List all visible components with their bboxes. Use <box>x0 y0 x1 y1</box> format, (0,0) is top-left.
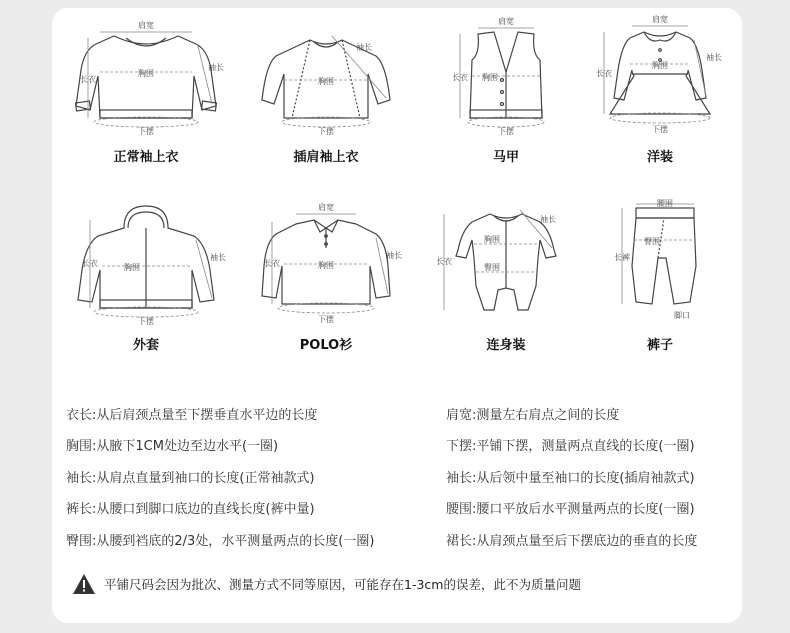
label-hip: 臀围 <box>484 263 500 272</box>
rule-item: 袖长:从肩点直量到袖口的长度(正常袖款式) <box>66 471 315 486</box>
label-chest: 胸围 <box>652 61 668 70</box>
rule-item: 肩宽:测量左右肩点之间的长度 <box>446 408 620 423</box>
label-shoulder: 肩宽 <box>318 203 334 212</box>
garment-name: 马甲 <box>492 150 519 165</box>
label-hem: 下摆 <box>498 127 514 136</box>
label-length: 长裤 <box>614 253 630 262</box>
label-sleeve: 袖长 <box>706 53 722 62</box>
label-hem: 下摆 <box>318 315 334 324</box>
garment-regular-sleeve-top <box>56 10 236 180</box>
garment-polo <box>236 200 416 370</box>
label-length: 长衣 <box>436 257 452 266</box>
rule-item: 臀围:从腰到裆底的2/3处，水平测量两点的长度(一圈) <box>66 534 375 549</box>
rule-item: 下摆:平铺下摆，测量两点直线的长度(一圈) <box>446 439 695 454</box>
label-length: 长衣 <box>452 73 468 82</box>
label-shoulder: 肩宽 <box>652 15 668 24</box>
rule-item: 袖长:从后领中量至袖口的长度(插肩袖款式) <box>446 471 695 486</box>
garment-name: 外套 <box>132 338 159 353</box>
garment-name: 洋装 <box>646 150 673 165</box>
warning-icon <box>72 573 96 595</box>
label-length: 长衣 <box>596 69 612 78</box>
label-waist: 腰围 <box>657 199 673 208</box>
garment-dress <box>570 10 750 180</box>
garment-jacket <box>56 200 236 370</box>
rule-item: 裤长:从腰口到脚口底边的直线长度(裤中量) <box>66 502 315 517</box>
label-length: 长衣 <box>82 259 98 268</box>
disclaimer-text: 平铺尺码会因为批次、测量方式不同等原因，可能存在1-3cm的误差，此不为质量问题 <box>104 577 581 592</box>
label-hem: 下摆 <box>138 317 154 326</box>
polo-diagram <box>236 200 416 330</box>
label-sleeve: 袖长 <box>210 253 226 262</box>
disclaimer-note <box>72 571 581 597</box>
garment-name: 插肩袖上衣 <box>293 150 359 165</box>
garment-pants <box>570 196 750 366</box>
garment-name: 连身装 <box>486 338 526 353</box>
garment-name: 裤子 <box>646 338 673 353</box>
garment-raglan-top <box>236 10 416 180</box>
label-chest: 胸围 <box>318 261 334 270</box>
rule-item: 裙长:从肩颈点量至后下摆底边的垂直的长度 <box>446 534 698 549</box>
label-sleeve: 袖长 <box>208 63 224 72</box>
label-hem: 下摆 <box>138 127 154 136</box>
garment-romper <box>416 196 596 366</box>
label-hip: 臀围 <box>644 237 660 246</box>
label-cuff: 脚口 <box>674 311 690 320</box>
label-hem: 下摆 <box>652 125 668 134</box>
garment-name: 正常袖上衣 <box>113 150 179 165</box>
regular-sleeve-top-diagram <box>56 10 236 140</box>
raglan-top-diagram <box>236 10 416 140</box>
label-sleeve: 袖长 <box>540 215 556 224</box>
label-hem: 下摆 <box>318 127 334 136</box>
rule-item: 腰围:腰口平放后水平测量两点的长度(一圈) <box>446 502 695 517</box>
label-chest: 胸围 <box>138 69 154 78</box>
label-chest: 胸围 <box>124 263 140 272</box>
label-chest: 胸围 <box>318 77 334 86</box>
label-shoulder: 肩宽 <box>138 21 154 30</box>
garment-vest <box>416 10 596 180</box>
garment-name: POLO衫 <box>299 338 353 353</box>
label-chest: 胸围 <box>482 73 498 82</box>
label-length: 长衣 <box>264 259 280 268</box>
jacket-diagram <box>56 200 236 330</box>
label-chest: 胸围 <box>484 235 500 244</box>
rule-item: 胸围:从腋下1CM处边至边水平(一圈) <box>66 439 279 454</box>
label-sleeve: 袖长 <box>356 43 372 52</box>
pants-diagram <box>570 196 750 326</box>
label-sleeve: 袖长 <box>386 251 402 260</box>
label-shoulder: 肩宽 <box>498 17 514 26</box>
label-length: 长衣 <box>80 75 96 84</box>
dress-diagram <box>570 10 750 140</box>
vest-diagram <box>416 10 596 140</box>
romper-diagram <box>416 196 596 326</box>
rule-item: 衣长:从后肩颈点量至下摆垂直水平边的长度 <box>66 408 318 423</box>
